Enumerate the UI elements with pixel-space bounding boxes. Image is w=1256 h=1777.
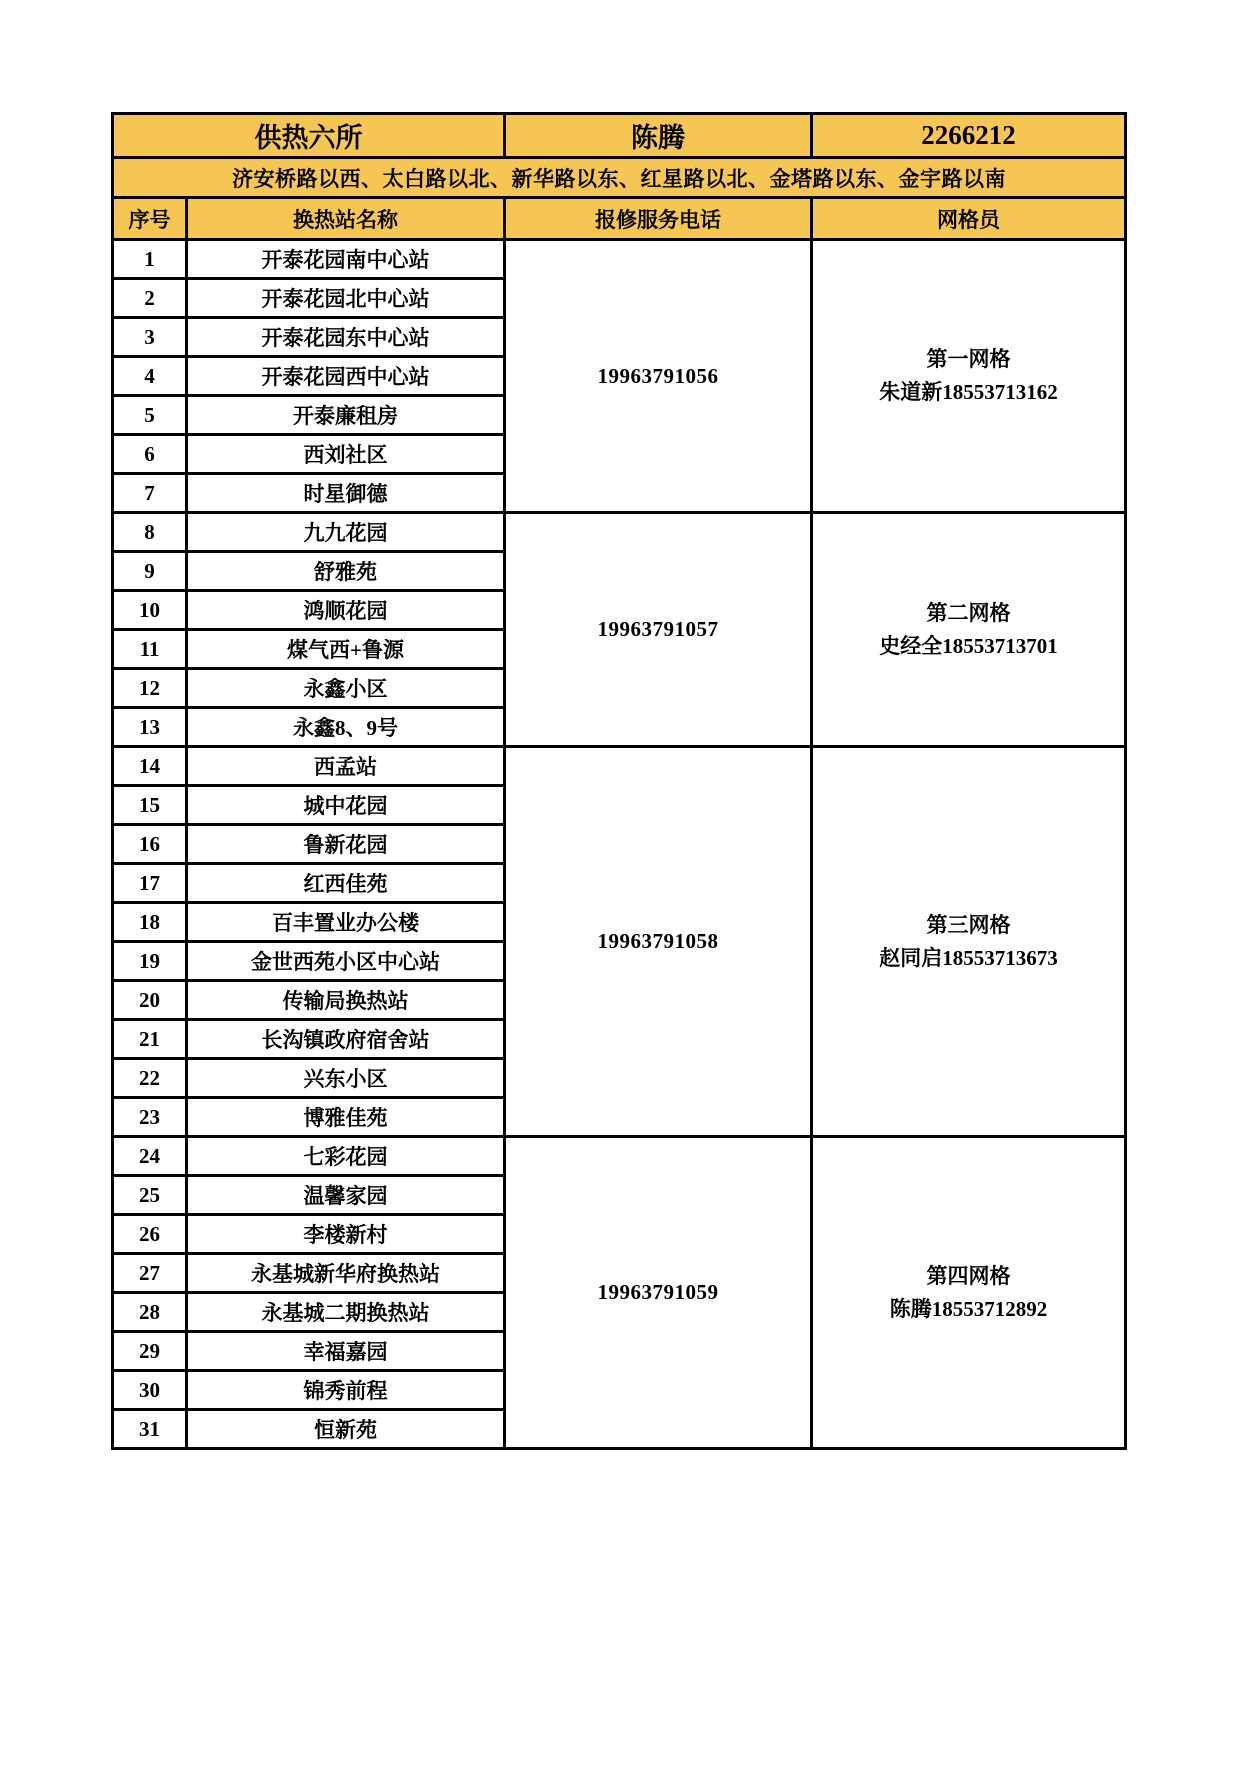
station-name-cell: 博雅佳苑 [187, 1098, 505, 1137]
station-name-cell: 开泰花园南中心站 [187, 240, 505, 279]
service-phone-cell: 19963791059 [505, 1137, 812, 1449]
station-no-cell: 14 [113, 747, 187, 786]
station-no-cell: 31 [113, 1410, 187, 1449]
station-no-cell: 23 [113, 1098, 187, 1137]
station-no-cell: 8 [113, 513, 187, 552]
station-no-cell: 20 [113, 981, 187, 1020]
station-no-cell: 1 [113, 240, 187, 279]
station-no-cell: 17 [113, 864, 187, 903]
station-no-cell: 6 [113, 435, 187, 474]
grid-member: 赵同启18553713673 [879, 945, 1058, 970]
station-no-cell: 30 [113, 1371, 187, 1410]
station-name-cell: 兴东小区 [187, 1059, 505, 1098]
office-manager-cell: 陈腾 [505, 114, 812, 158]
grid-member: 史经全18553713701 [879, 633, 1058, 658]
region-header-row [113, 158, 1126, 198]
station-row [113, 1137, 1126, 1176]
station-name-cell: 恒新苑 [187, 1410, 505, 1449]
office-header-row [113, 114, 1126, 158]
office-title-cell: 供热六所 [113, 114, 505, 158]
station-no-cell: 7 [113, 474, 187, 513]
station-no-cell: 26 [113, 1215, 187, 1254]
grid-member-cell [812, 1137, 1126, 1449]
station-no-cell: 2 [113, 279, 187, 318]
station-name-cell: 煤气西+鲁源 [187, 630, 505, 669]
station-no-cell: 10 [113, 591, 187, 630]
station-name-cell: 时星御德 [187, 474, 505, 513]
station-no-cell: 13 [113, 708, 187, 747]
grid-member-cell [812, 513, 1126, 747]
station-no-cell: 16 [113, 825, 187, 864]
station-no-cell: 21 [113, 1020, 187, 1059]
station-no-cell: 3 [113, 318, 187, 357]
grid-name: 第四网格 [926, 1263, 1011, 1288]
station-name-cell: 舒雅苑 [187, 552, 505, 591]
station-no-cell: 28 [113, 1293, 187, 1332]
station-name-cell: 百丰置业办公楼 [187, 903, 505, 942]
station-no-cell: 19 [113, 942, 187, 981]
station-no-cell: 4 [113, 357, 187, 396]
station-name-cell: 开泰花园东中心站 [187, 318, 505, 357]
service-phone-cell: 19963791058 [505, 747, 812, 1137]
station-row [113, 513, 1126, 552]
station-name-cell: 幸福嘉园 [187, 1332, 505, 1371]
grid-name: 第二网格 [926, 600, 1011, 625]
station-name-cell: 永鑫小区 [187, 669, 505, 708]
column-header-name: 换热站名称 [187, 198, 505, 240]
station-name-cell: 七彩花园 [187, 1137, 505, 1176]
station-name-cell: 鸿顺花园 [187, 591, 505, 630]
station-no-cell: 18 [113, 903, 187, 942]
heating-station-table [111, 112, 1127, 1450]
station-name-cell: 金世西苑小区中心站 [187, 942, 505, 981]
grid-name: 第三网格 [926, 912, 1011, 937]
station-name-cell: 西刘社区 [187, 435, 505, 474]
column-header-grid: 网格员 [812, 198, 1126, 240]
station-name-cell: 长沟镇政府宿舍站 [187, 1020, 505, 1059]
station-no-cell: 22 [113, 1059, 187, 1098]
station-row [113, 747, 1126, 786]
station-no-cell: 25 [113, 1176, 187, 1215]
station-row [113, 240, 1126, 279]
station-name-cell: 温馨家园 [187, 1176, 505, 1215]
station-name-cell: 鲁新花园 [187, 825, 505, 864]
station-name-cell: 传输局换热站 [187, 981, 505, 1020]
station-name-cell: 开泰廉租房 [187, 396, 505, 435]
station-name-cell: 城中花园 [187, 786, 505, 825]
service-phone-cell: 19963791057 [505, 513, 812, 747]
office-phone-cell: 2266212 [812, 114, 1126, 158]
column-header-row [113, 198, 1126, 240]
grid-member-cell [812, 240, 1126, 513]
station-name-cell: 九九花园 [187, 513, 505, 552]
column-header-no: 序号 [113, 198, 187, 240]
station-no-cell: 15 [113, 786, 187, 825]
grid-member-cell [812, 747, 1126, 1137]
station-name-cell: 永基城新华府换热站 [187, 1254, 505, 1293]
column-header-phone: 报修服务电话 [505, 198, 812, 240]
station-no-cell: 9 [113, 552, 187, 591]
station-name-cell: 永基城二期换热站 [187, 1293, 505, 1332]
station-no-cell: 12 [113, 669, 187, 708]
station-name-cell: 西孟站 [187, 747, 505, 786]
grid-member: 朱道新18553713162 [879, 380, 1058, 404]
station-name-cell: 开泰花园北中心站 [187, 279, 505, 318]
station-name-cell: 锦秀前程 [187, 1371, 505, 1410]
station-no-cell: 27 [113, 1254, 187, 1293]
station-no-cell: 5 [113, 396, 187, 435]
station-name-cell: 李楼新村 [187, 1215, 505, 1254]
grid-member: 陈腾18553712892 [889, 1296, 1048, 1321]
region-description-cell: 济安桥路以西、太白路以北、新华路以东、红星路以北、金塔路以东、金宇路以南 [113, 158, 1126, 198]
station-name-cell: 红西佳苑 [187, 864, 505, 903]
station-name-cell: 永鑫8、9号 [187, 708, 505, 747]
station-no-cell: 24 [113, 1137, 187, 1176]
heating-service-document [111, 112, 1124, 1450]
station-no-cell: 29 [113, 1332, 187, 1371]
service-phone-cell: 19963791056 [505, 240, 812, 513]
station-no-cell: 11 [113, 630, 187, 669]
grid-name: 第一网格 [926, 347, 1011, 372]
station-name-cell: 开泰花园西中心站 [187, 357, 505, 396]
station-table-body [113, 240, 1126, 1449]
